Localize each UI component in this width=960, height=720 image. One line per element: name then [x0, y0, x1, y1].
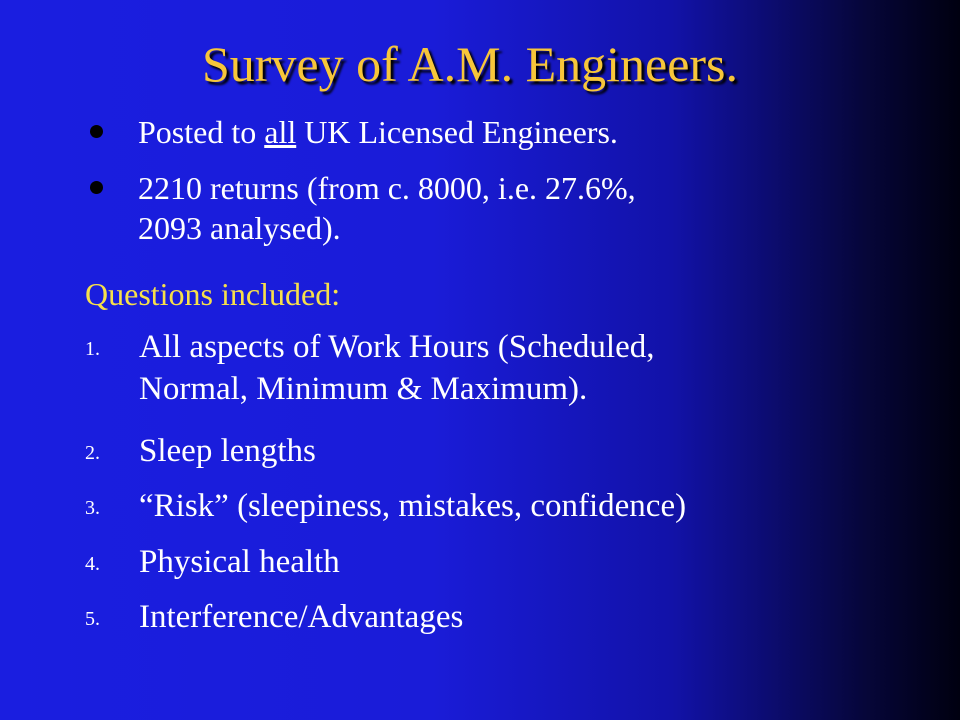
bullet-item	[90, 112, 870, 152]
question-text-line: Normal, Minimum & Maximum).	[139, 371, 588, 407]
slide-title: Survey of A.M. Engineers.	[201, 36, 739, 92]
bullet-item	[90, 168, 870, 248]
question-text	[139, 326, 885, 410]
question-text: Sleep lengths	[139, 433, 316, 469]
question-item	[85, 541, 885, 583]
question-number: 2.	[85, 442, 100, 464]
bullet-icon	[90, 181, 103, 194]
bullet-text	[138, 112, 870, 152]
question-item	[85, 596, 885, 638]
question-item	[85, 326, 885, 410]
bullet-text-underlined: all	[264, 114, 297, 150]
question-item	[85, 430, 885, 472]
question-text-line: All aspects of Work Hours (Scheduled,	[139, 329, 655, 365]
question-number: 5.	[85, 608, 100, 630]
question-item	[85, 485, 885, 527]
question-text: Physical health	[139, 544, 340, 580]
section-heading: Questions included:	[85, 276, 341, 312]
bullet-text	[138, 168, 870, 248]
question-number: 3.	[85, 497, 100, 519]
question-number: 1.	[85, 338, 100, 360]
question-number: 4.	[85, 553, 100, 575]
bullet-text-line: 2093 analysed).	[138, 210, 341, 246]
bullet-text-before: Posted to	[138, 114, 265, 150]
question-text: Interference/Advantages	[139, 599, 464, 635]
bullet-icon	[90, 125, 103, 138]
bullet-text-line: 2210 returns (from c. 8000, i.e. 27.6%,	[138, 170, 636, 206]
question-text: “Risk” (sleepiness, mistakes, confidence)	[139, 488, 687, 524]
bullet-text-after: UK Licensed Engineers.	[296, 114, 618, 150]
